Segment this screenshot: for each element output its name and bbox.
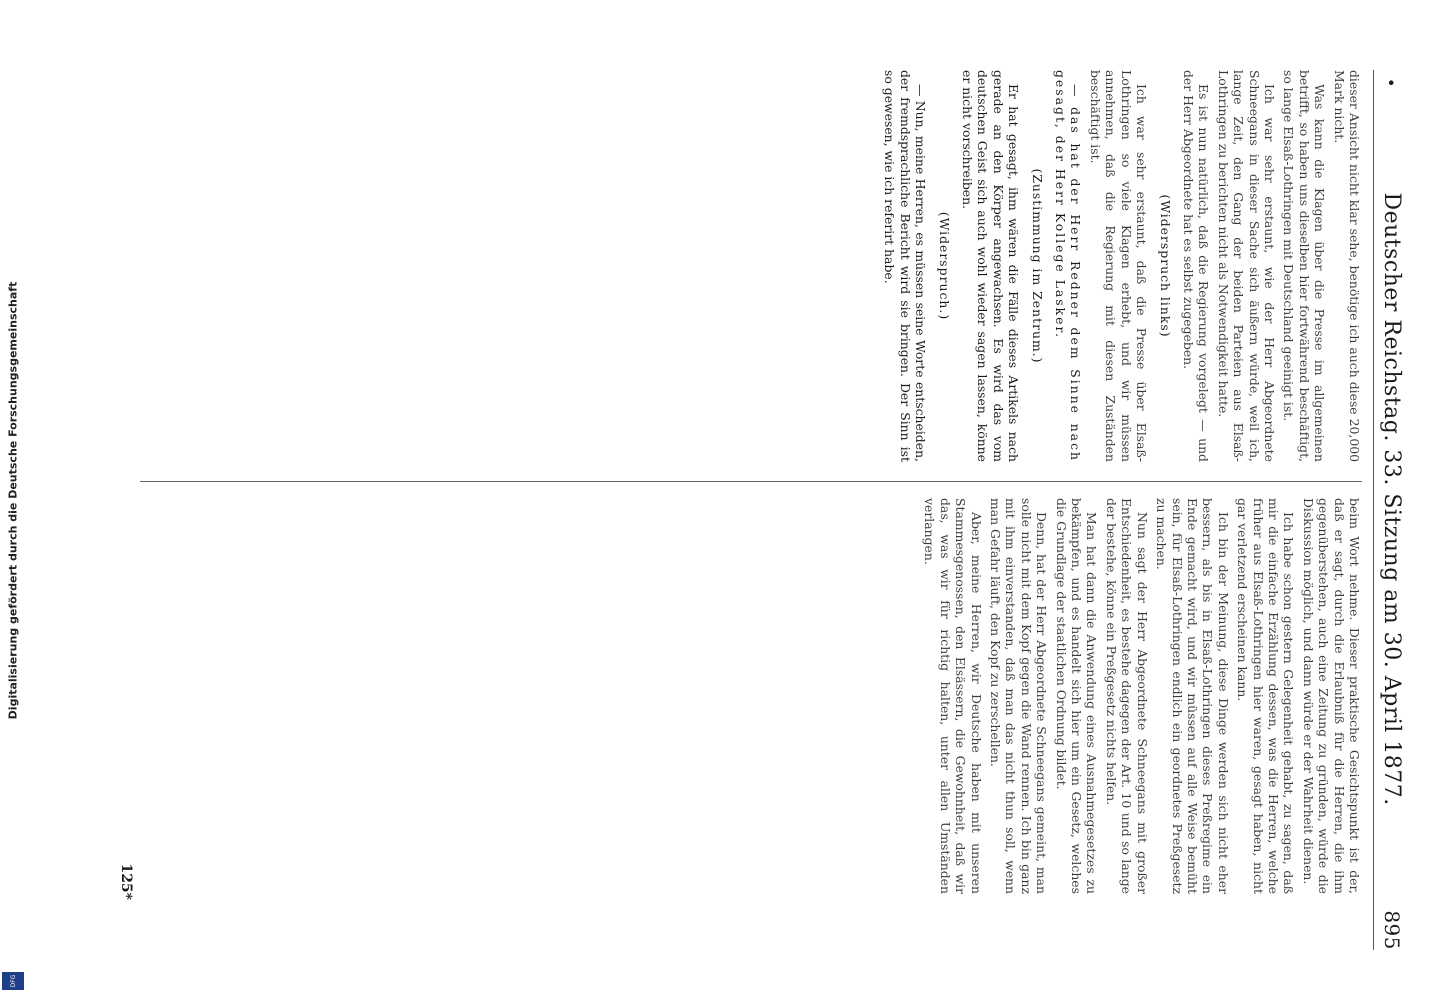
left-paragraph: — das hat der Herr Redner dem Sinne nach gesagt, der Herr Kollege Lasker. xyxy=(1053,70,1084,462)
left-column xyxy=(140,70,1362,462)
left-paragraph: Was kann die Klagen über die Presse im allgemeinen betrifft, so haben uns dieselben hier fortwährend beschäftigt, so lange Elsaß-Lothringen mit Deutschland geeinigt ist. xyxy=(1281,70,1328,462)
digitization-credit: Digitalisierung gefördert durch die Deutsche Forschungsgemeinschaft xyxy=(6,281,20,719)
right-paragraph: beim Wort nehme. Dieser praktische Gesichtspunkt ist der, daß er sagt, durch die Erlaubniß für die Herren, die ihm gegenüberstehen, auch eine Zeitung zu gründen, würde die Diskussion möglich, und dann würde er der Wahrheit dienen. xyxy=(1300,498,1362,894)
right-paragraph: Aber, meine Herren, wir Deutsche haben mit unseren Stammesgenossen, den Elsässern, die Gewohnheit, daß wir das, was wir für richtig halten, unter allen Umständen verlangen. xyxy=(922,498,984,894)
header-marker: • xyxy=(1381,78,1400,88)
running-title: Deutscher Reichstag. 33. Sitzung am 30. April 1877. xyxy=(1379,192,1404,806)
right-paragraph: Man hat dann die Anwendung eines Ausnahmegesetzes zu bekämpfen, und es handelt sich hier um ein Gesetz, welches die Grundlage der staatlichen Ordnung bildet. xyxy=(1053,498,1100,894)
right-paragraph: Nun sagt der Herr Abgeordnete Schneegans mit großer Entschiedenheit, es bestehe dagegen der Art. 10 und so lange der bestehe, könne ein Preßgesetz nichts helfen. xyxy=(1103,498,1150,894)
right-paragraph: Denn, hat der Herr Abgeordnete Schneegans gemeint, man solle nicht mit dem Kopf gegen die Wand rennen. Ich bin ganz mit ihm einverstanden, daß man das nicht thun soll, wenn man Gefahr läuft, den Kopf zu zerschellen. xyxy=(988,498,1050,894)
dfg-logo-icon: DFG xyxy=(2,972,24,990)
left-paragraph: Ich war sehr erstaunt, daß die Presse über Elsaß-Lothringen so viele Klagen erhebt, und wir müssen annehmen, daß die Regierung mit diesen Zuständen beschäftigt ist. xyxy=(1087,70,1150,462)
right-paragraph: Ich bin der Meinung, diese Dinge werden sich nicht eher bessern, als bis in Elsaß-Lothringen dieses Preßregime ein Ende gemacht wird, und wir müssen auf alle Weise bemüht sein, für Elsaß-Lothringen endlich ein geordnetes Preßgesetz zu machen. xyxy=(1154,498,1231,894)
page-header xyxy=(1374,70,1404,950)
page-number: 895 xyxy=(1380,910,1404,950)
right-paragraph: Ich habe schon gestern Gelegenheit gehabt, zu sagen, daß mir die einfache Erzählung dessen, was die Herren, welche früher aus Elsaß-Lothringen hier waren, gesagt haben, nicht gar verletzend erscheinen kann. xyxy=(1235,498,1297,894)
digitization-sidebar xyxy=(0,0,26,1000)
left-paragraph: — Nun, meine Herren, es müssen seine Worte entscheiden, der fremdsprachliche Bericht wird sie bringen. Der Sinn ist so gewesen, wie ich referirt habe. xyxy=(882,70,929,462)
left-paragraph: Es ist nun natürlich, daß die Regierung vorgelegt — und der Herr Abgeordnete hat es selbst zugegeben. xyxy=(1180,70,1212,462)
interjection: (Widerspruch.) xyxy=(936,211,952,321)
column-divider xyxy=(140,481,1362,482)
header-rule xyxy=(1373,70,1374,950)
interjection: (Widerspruch links) xyxy=(1157,194,1173,338)
right-column xyxy=(140,498,1362,894)
printer-signature: 125* xyxy=(118,863,134,900)
left-paragraph: dieser Ansicht nicht klar sehe, benötige ich auch diese 20,000 Mark nicht. xyxy=(1331,70,1362,462)
interjection: (Zustimmung im Zentrum.) xyxy=(1029,168,1045,364)
left-paragraph: Ich war sehr erstaunt, wie der Herr Abgeordnete Schneegans in dieser Sache sich äußern würde, weil ich, lange Zeit, den Gang der beiden Parteien aus Elsaß-Lothringen zu berichten nicht als Notwendigkeit hatte. xyxy=(1215,70,1277,462)
left-paragraph: Er hat gesagt, ihm wären die Fälle dieses Artikels nach gerade an den Körper angewachsen. Es wird das vom deutschen Geist sich auch wohl wieder sagen lassen, könne er nicht vorschreiben. xyxy=(960,70,1022,462)
